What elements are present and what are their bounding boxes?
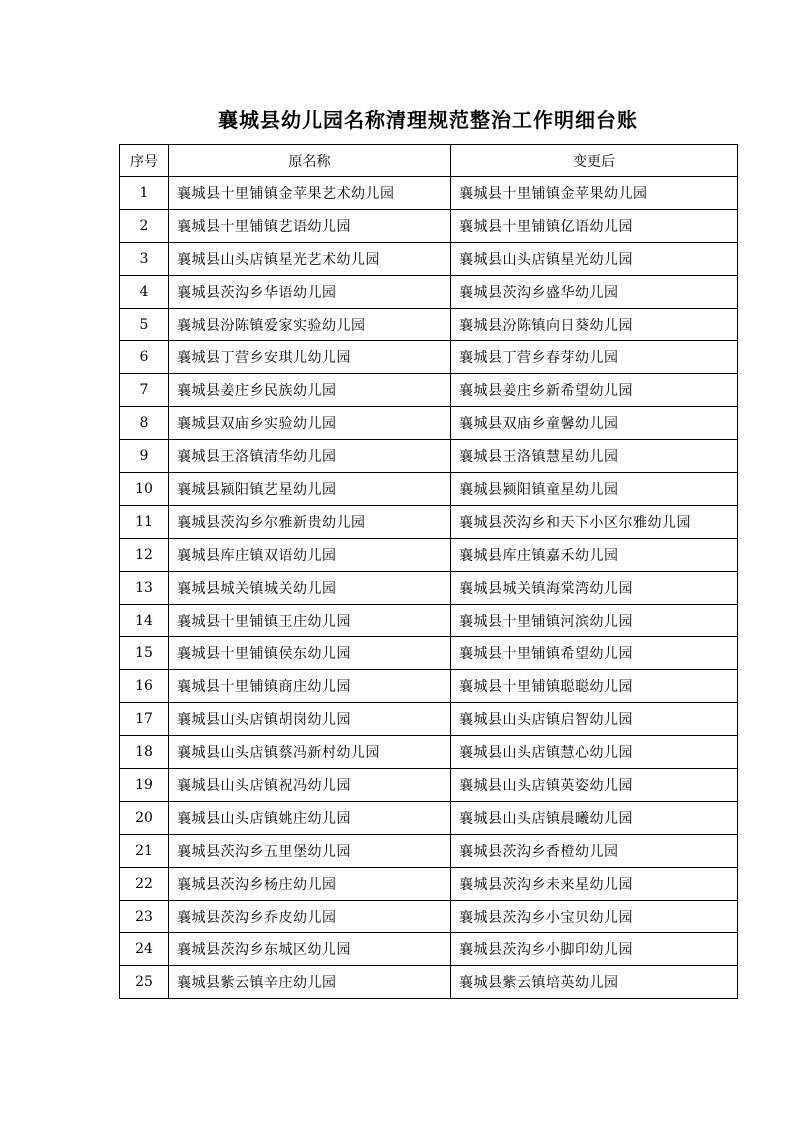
changed-name: 襄城县十里铺镇金苹果幼儿园 — [451, 177, 738, 210]
table-row — [120, 538, 738, 571]
column-header-no: 序号 — [120, 145, 169, 177]
row-number: 16 — [120, 670, 169, 703]
table-row — [120, 473, 738, 506]
ledger-body — [120, 177, 738, 999]
table-row — [120, 604, 738, 637]
row-number: 17 — [120, 703, 169, 736]
changed-name: 襄城县山头店镇启智幼儿园 — [451, 703, 738, 736]
original-name: 襄城县颍阳镇艺星幼儿园 — [169, 473, 451, 506]
changed-name: 襄城县双庙乡童馨幼儿园 — [451, 407, 738, 440]
changed-name: 襄城县城关镇海棠湾幼儿园 — [451, 571, 738, 604]
table-row — [120, 440, 738, 473]
original-name: 襄城县十里铺镇侯东幼儿园 — [169, 637, 451, 670]
row-number: 20 — [120, 801, 169, 834]
original-name: 襄城县十里铺镇商庄幼儿园 — [169, 670, 451, 703]
row-number: 5 — [120, 308, 169, 341]
changed-name: 襄城县茨沟乡小脚印幼儿园 — [451, 933, 738, 966]
changed-name: 襄城县山头店镇英姿幼儿园 — [451, 769, 738, 802]
changed-name: 襄城县丁营乡春芽幼儿园 — [451, 341, 738, 374]
original-name: 襄城县紫云镇辛庄幼儿园 — [169, 966, 451, 999]
changed-name: 襄城县茨沟乡和天下小区尔雅幼儿园 — [451, 505, 738, 538]
table-row — [120, 505, 738, 538]
row-number: 24 — [120, 933, 169, 966]
changed-name: 襄城县茨沟乡未来星幼儿园 — [451, 867, 738, 900]
row-number: 9 — [120, 440, 169, 473]
changed-name: 襄城县十里铺镇希望幼儿园 — [451, 637, 738, 670]
table-row — [120, 769, 738, 802]
page-title: 襄城县幼儿园名称清理规范整治工作明细台账 — [218, 108, 638, 132]
table-row — [120, 341, 738, 374]
row-number: 15 — [120, 637, 169, 670]
original-name: 襄城县茨沟乡东城区幼儿园 — [169, 933, 451, 966]
changed-name: 襄城县茨沟乡盛华幼儿园 — [451, 275, 738, 308]
changed-name: 襄城县颍阳镇童星幼儿园 — [451, 473, 738, 506]
table-row — [120, 242, 738, 275]
table-row — [120, 177, 738, 210]
row-number: 3 — [120, 242, 169, 275]
original-name: 襄城县山头店镇祝冯幼儿园 — [169, 769, 451, 802]
row-number: 7 — [120, 374, 169, 407]
changed-name: 襄城县茨沟乡小宝贝幼儿园 — [451, 900, 738, 933]
changed-name: 襄城县山头店镇慧心幼儿园 — [451, 736, 738, 769]
table-row — [120, 703, 738, 736]
table-row — [120, 374, 738, 407]
original-name: 襄城县茨沟乡五里堡幼儿园 — [169, 834, 451, 867]
row-number: 14 — [120, 604, 169, 637]
row-number: 6 — [120, 341, 169, 374]
changed-name: 襄城县山头店镇晨曦幼儿园 — [451, 801, 738, 834]
table-row — [120, 801, 738, 834]
table-row — [120, 209, 738, 242]
table-row — [120, 571, 738, 604]
changed-name: 襄城县库庄镇嘉禾幼儿园 — [451, 538, 738, 571]
column-header-original: 原名称 — [169, 145, 451, 177]
original-name: 襄城县茨沟乡尔雅新贵幼儿园 — [169, 505, 451, 538]
table-row — [120, 933, 738, 966]
original-name: 襄城县茨沟乡乔皮幼儿园 — [169, 900, 451, 933]
table-row — [120, 407, 738, 440]
changed-name: 襄城县姜庄乡新希望幼儿园 — [451, 374, 738, 407]
row-number: 18 — [120, 736, 169, 769]
table-row — [120, 736, 738, 769]
row-number: 25 — [120, 966, 169, 999]
changed-name: 襄城县紫云镇培英幼儿园 — [451, 966, 738, 999]
row-number: 8 — [120, 407, 169, 440]
row-number: 21 — [120, 834, 169, 867]
changed-name: 襄城县十里铺镇亿语幼儿园 — [451, 209, 738, 242]
changed-name: 襄城县王洛镇慧星幼儿园 — [451, 440, 738, 473]
row-number: 11 — [120, 505, 169, 538]
table-row — [120, 867, 738, 900]
table-row — [120, 637, 738, 670]
changed-name: 襄城县十里铺镇河滨幼儿园 — [451, 604, 738, 637]
row-number: 4 — [120, 275, 169, 308]
ledger-table — [119, 144, 738, 999]
original-name: 襄城县丁营乡安琪儿幼儿园 — [169, 341, 451, 374]
original-name: 襄城县姜庄乡民族幼儿园 — [169, 374, 451, 407]
original-name: 襄城县茨沟乡杨庄幼儿园 — [169, 867, 451, 900]
table-row — [120, 966, 738, 999]
row-number: 23 — [120, 900, 169, 933]
row-number: 2 — [120, 209, 169, 242]
table-row — [120, 900, 738, 933]
changed-name: 襄城县十里铺镇聪聪幼儿园 — [451, 670, 738, 703]
changed-name: 襄城县山头店镇星光幼儿园 — [451, 242, 738, 275]
original-name: 襄城县王洛镇清华幼儿园 — [169, 440, 451, 473]
changed-name: 襄城县汾陈镇向日葵幼儿园 — [451, 308, 738, 341]
table-row — [120, 308, 738, 341]
changed-name: 襄城县茨沟乡香橙幼儿园 — [451, 834, 738, 867]
row-number: 13 — [120, 571, 169, 604]
original-name: 襄城县十里铺镇王庄幼儿园 — [169, 604, 451, 637]
original-name: 襄城县山头店镇姚庄幼儿园 — [169, 801, 451, 834]
original-name: 襄城县城关镇城关幼儿园 — [169, 571, 451, 604]
original-name: 襄城县山头店镇星光艺术幼儿园 — [169, 242, 451, 275]
original-name: 襄城县双庙乡实验幼儿园 — [169, 407, 451, 440]
original-name: 襄城县十里铺镇金苹果艺术幼儿园 — [169, 177, 451, 210]
table-row — [120, 834, 738, 867]
row-number: 19 — [120, 769, 169, 802]
original-name: 襄城县山头店镇胡岗幼儿园 — [169, 703, 451, 736]
row-number: 12 — [120, 538, 169, 571]
original-name: 襄城县十里铺镇艺语幼儿园 — [169, 209, 451, 242]
row-number: 22 — [120, 867, 169, 900]
table-row — [120, 275, 738, 308]
row-number: 1 — [120, 177, 169, 210]
original-name: 襄城县库庄镇双语幼儿园 — [169, 538, 451, 571]
table-row — [120, 670, 738, 703]
column-header-changed: 变更后 — [451, 145, 738, 177]
original-name: 襄城县茨沟乡华语幼儿园 — [169, 275, 451, 308]
original-name: 襄城县汾陈镇爱家实验幼儿园 — [169, 308, 451, 341]
row-number: 10 — [120, 473, 169, 506]
original-name: 襄城县山头店镇蔡冯新村幼儿园 — [169, 736, 451, 769]
header-row — [120, 145, 738, 177]
